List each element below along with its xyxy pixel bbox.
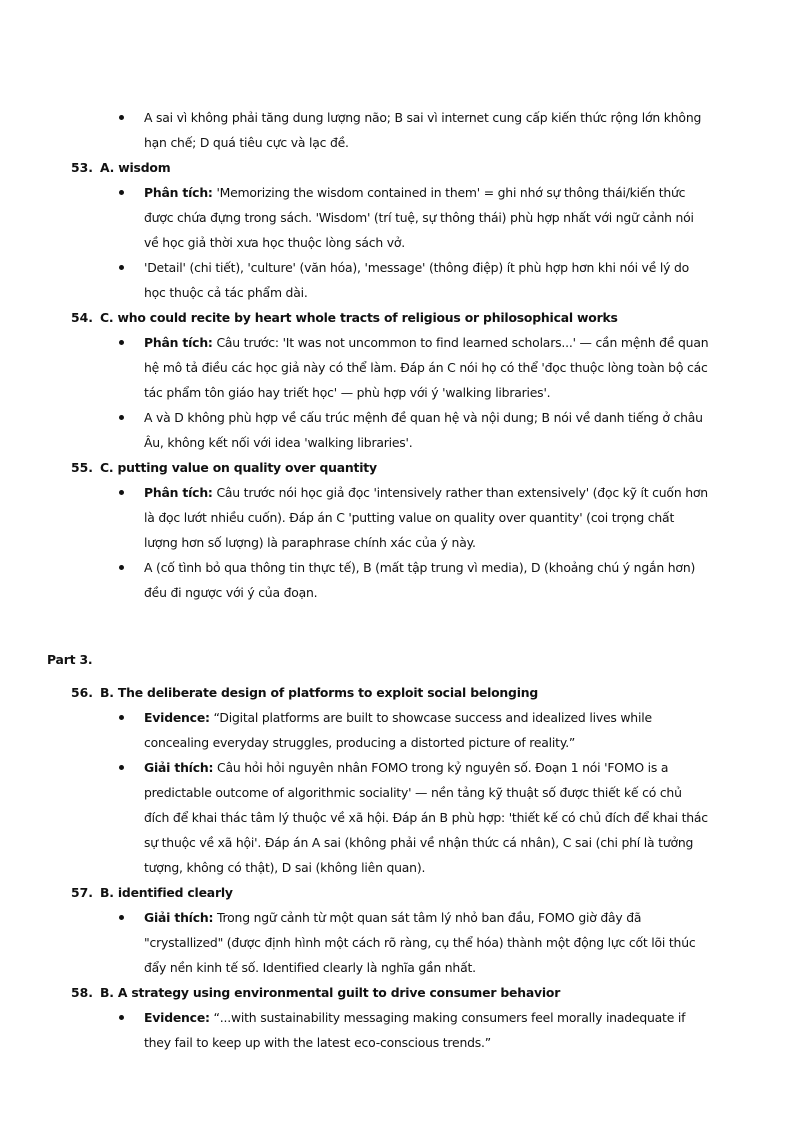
text-line: học thuộc cả tác phẩm dài. — [144, 285, 308, 300]
text-line: hệ mô tả điều các học giả này có thể làm. Đáp án C nói họ có thể 'đọc thuộc lòng toàn bộ các — [144, 360, 708, 375]
text-line: hạn chế; D quá tiêu cực và lạc đề. — [144, 135, 349, 150]
label-text: “...with sustainability messaging making consumers feel morally inadequate if — [209, 1010, 686, 1025]
label-text: Câu trước: 'It was not uncommon to find learned scholars...' — cần mệnh đề quan — [212, 335, 709, 350]
text-line: lượng hơn số lượng) là paraphrase chính xác của ý này. — [144, 535, 476, 550]
bullet — [119, 915, 124, 920]
text-line: concealing everyday struggles, producing a distorted picture of reality.” — [144, 735, 576, 750]
text-line: A (cố tình bỏ qua thông tin thực tế), B (mất tập trung vì media), D (khoảng chú ý ngắn hơn) — [144, 560, 696, 575]
label-bold: Giải thích: — [144, 910, 214, 925]
answer-heading: A. wisdom — [100, 160, 171, 175]
bullet — [119, 715, 124, 720]
text-line: they fail to keep up with the latest eco-conscious trends.” — [144, 1035, 492, 1050]
text-line — [144, 480, 708, 505]
text-line — [144, 705, 652, 730]
text-line: A sai vì không phải tăng dung lượng não; B sai vì internet cung cấp kiến thức rộng lớn không — [144, 110, 702, 125]
label-bold: Phân tích: — [144, 485, 213, 500]
text-line: "crystallized" (được định hình một cách rõ ràng, cụ thể hóa) thành một động lực cốt lõi thúc — [144, 935, 696, 950]
text-line: predictable outcome of algorithmic sociality' — nền tảng kỹ thuật số được thiết kế có chủ — [144, 785, 682, 800]
question-number: 57. — [71, 885, 93, 900]
text-line: A và D không phù hợp về cấu trúc mệnh đề quan hệ và nội dung; B nói về danh tiếng ở châu — [144, 410, 703, 425]
bullet — [119, 765, 124, 770]
part-heading: Part 3. — [47, 652, 93, 667]
label-text: Câu hỏi hỏi nguyên nhân FOMO trong kỷ nguyên số. Đoạn 1 nói 'FOMO is a — [213, 760, 669, 775]
text-line: Âu, không kết nối với idea 'walking libraries'. — [144, 435, 413, 450]
answer-heading: B. The deliberate design of platforms to exploit social belonging — [100, 685, 539, 700]
text-line: đẩy nền kinh tế số. Identified clearly là nghĩa gần nhất. — [144, 960, 476, 975]
bullet — [119, 265, 124, 270]
text-line: sự thuộc về xã hội'. Đáp án A sai (không phải về nhận thức cá nhân), C sai (chi phí là tưởng — [144, 835, 694, 850]
answer-heading: C. putting value on quality over quantity — [100, 460, 377, 475]
bullet — [119, 490, 124, 495]
answer-heading: B. A strategy using environmental guilt to drive consumer behavior — [100, 985, 561, 1000]
text-line: là đọc lướt nhiều cuốn). Đáp án C 'putting value on quality over quantity' (coi trọng chất — [144, 510, 675, 525]
question-number: 53. — [71, 160, 93, 175]
answer-heading: C. who could recite by heart whole tracts of religious or philosophical works — [100, 310, 618, 325]
label-text: “Digital platforms are built to showcase success and idealized lives while — [209, 710, 652, 725]
text-line — [144, 330, 708, 355]
label-bold: Phân tích: — [144, 335, 213, 350]
bullet — [119, 340, 124, 345]
bullet — [119, 1015, 124, 1020]
question-number: 58. — [71, 985, 93, 1000]
label-bold: Giải thích: — [144, 760, 214, 775]
label-text: Câu trước nói học giả đọc 'intensively rather than extensively' (đọc kỹ ít cuốn hơn — [212, 485, 708, 500]
label-text: Trong ngữ cảnh từ một quan sát tâm lý nhỏ ban đầu, FOMO giờ đây đã — [213, 910, 642, 925]
text-line — [144, 180, 685, 205]
text-line: về học giả thời xưa học thuộc lòng sách vở. — [144, 235, 405, 250]
text-line: tượng, không có thật), D sai (không liên quan). — [144, 860, 426, 875]
label-bold: Evidence: — [144, 1010, 210, 1025]
bullet — [119, 190, 124, 195]
label-bold: Evidence: — [144, 710, 210, 725]
text-line — [144, 1005, 685, 1030]
text-line — [144, 755, 668, 780]
text-line: được chứa đựng trong sách. 'Wisdom' (trí tuệ, sự thông thái) phù hợp nhất với ngữ cảnh nói — [144, 210, 694, 225]
bullet — [119, 415, 124, 420]
label-bold: Phân tích: — [144, 185, 213, 200]
bullet — [119, 115, 124, 120]
bullet — [119, 565, 124, 570]
text-line: đều đi ngược với ý của đoạn. — [144, 585, 318, 600]
question-number: 55. — [71, 460, 93, 475]
text-line — [144, 905, 641, 930]
answer-heading: B. identified clearly — [100, 885, 233, 900]
question-number: 54. — [71, 310, 93, 325]
text-line: đích để khai thác tâm lý thuộc về xã hội. Đáp án B phù hợp: 'thiết kế có chủ đích để khai thác — [144, 810, 708, 825]
text-line: 'Detail' (chi tiết), 'culture' (văn hóa), 'message' (thông điệp) ít phù hợp hơn khi nói về lý do — [144, 260, 690, 275]
label-text: 'Memorizing the wisdom contained in them' = ghi nhớ sự thông thái/kiến thức — [212, 185, 686, 200]
text-line: tác phẩm tôn giáo hay triết học' — phù hợp với ý 'walking libraries'. — [144, 385, 551, 400]
question-number: 56. — [71, 685, 93, 700]
